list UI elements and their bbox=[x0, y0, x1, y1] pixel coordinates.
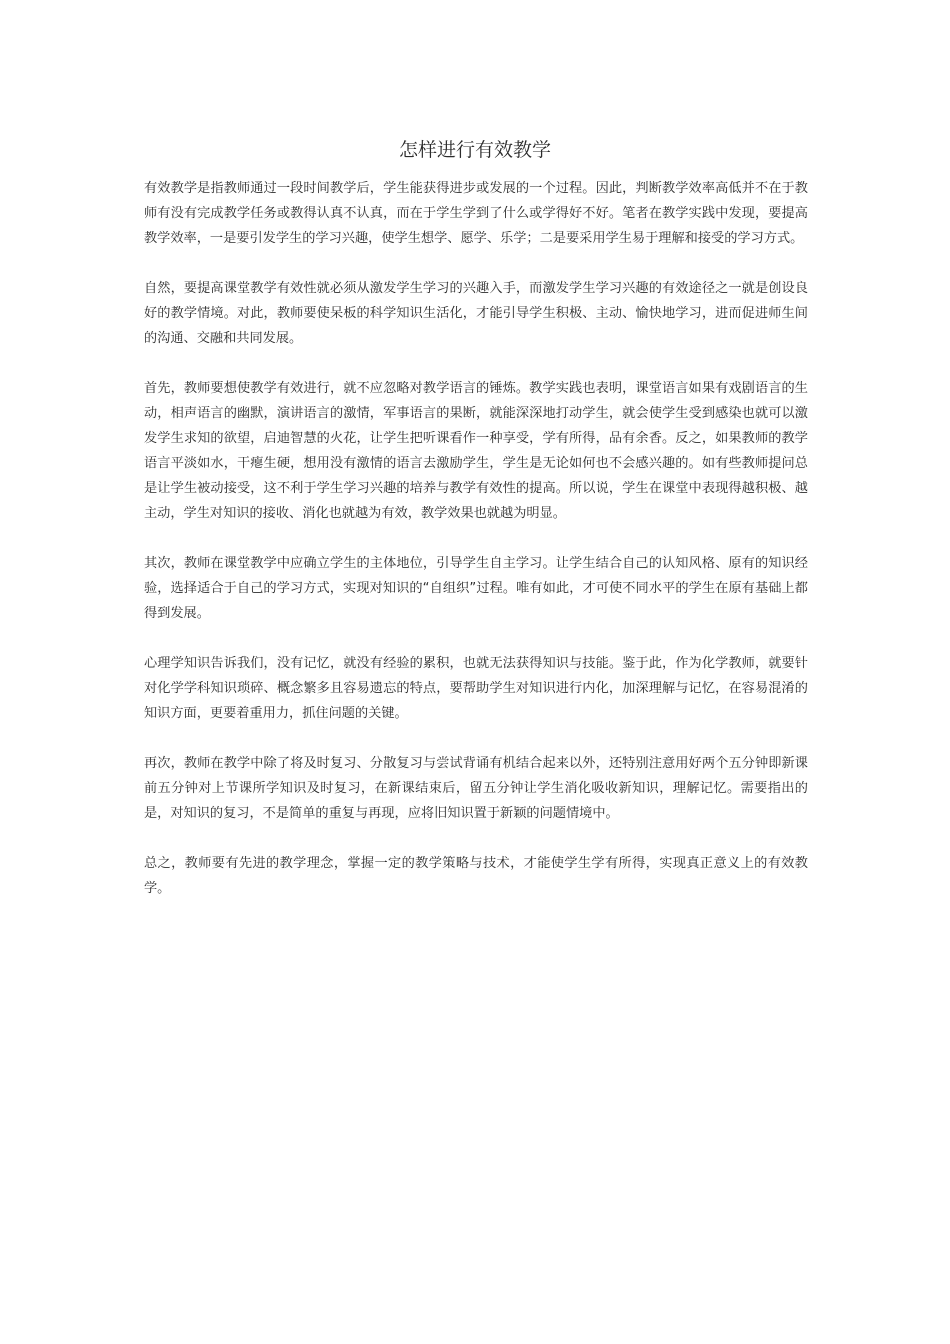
paragraph-7: 总之，教师要有先进的教学理念，掌握一定的教学策略与技术，才能使学生学有所得，实现真正意义上的有效教学。 bbox=[144, 856, 808, 896]
paragraph-2: 自然，要提高课堂教学有效性就必须从激发学生学习的兴趣入手，而激发学生学习兴趣的有效途径之一就是创设良好的教学情境。对此，教师要使呆板的科学知识生活化，才能引导学生积极、主动、愉快地学习，进而促进师生间的沟通、交融和共同发展。 bbox=[144, 281, 808, 346]
paragraph-3: 首先，教师要想使教学有效进行，就不应忽略对教学语言的锤炼。教学实践也表明，课堂语言如果有戏剧语言的生动，相声语言的幽默，演讲语言的激情，军事语言的果断，就能深深地打动学生，就会使学生受到感染也就可以激发学生求知的欲望，启迪智慧的火花，让学生把听课看作一种享受，学有所得，品有余香。反之，如果教师的教学语言平淡如水，干瘪生硬，想用没有激情的语言去激励学生，学生是无论如何也不会感兴趣的。如有些教师提问总是让学生被动接受，这不利于学生学习兴趣的培养与教学有效性的提高。所以说，学生在课堂中表现得越积极、越主动，学生对知识的接收、消化也就越为有效，教学效果也就越为明显。 bbox=[144, 381, 808, 521]
page-title: 怎样进行有效教学 bbox=[398, 139, 551, 161]
paragraph-6: 再次，教师在教学中除了将及时复习、分散复习与尝试背诵有机结合起来以外，还特别注意用好两个五分钟即新课前五分钟对上节课所学知识及时复习，在新课结束后，留五分钟让学生消化吸收新知识，理解记忆。需要指出的是，对知识的复习，不是简单的重复与再现，应将旧知识置于新颖的问题情境中。 bbox=[144, 756, 808, 821]
paragraph-4: 其次，教师在课堂教学中应确立学生的主体地位，引导学生自主学习。让学生结合自己的认知风格、原有的知识经验，选择适合于自己的学习方式，实现对知识的“自组织”过程。唯有如此，才可使不同水平的学生在原有基础上都得到发展。 bbox=[144, 556, 808, 621]
paragraph-5: 心理学知识告诉我们，没有记忆，就没有经验的累积，也就无法获得知识与技能。鉴于此，作为化学教师，就要针对化学学科知识琐碎、概念繁多且容易遗忘的特点，要帮助学生对知识进行内化，加深理解与记忆，在容易混淆的知识方面，更要着重用力，抓住问题的关键。 bbox=[144, 656, 808, 721]
document-body bbox=[144, 176, 808, 926]
paragraph-1: 有效教学是指教师通过一段时间教学后，学生能获得进步或发展的一个过程。因此，判断教学效率高低并不在于教师有没有完成教学任务或教得认真不认真，而在于学生学到了什么或学得好不好。笔者在教学实践中发现，要提高教学效率，一是要引发学生的学习兴趣，使学生想学、愿学、乐学；二是要采用学生易于理解和接受的学习方式。 bbox=[144, 181, 808, 246]
